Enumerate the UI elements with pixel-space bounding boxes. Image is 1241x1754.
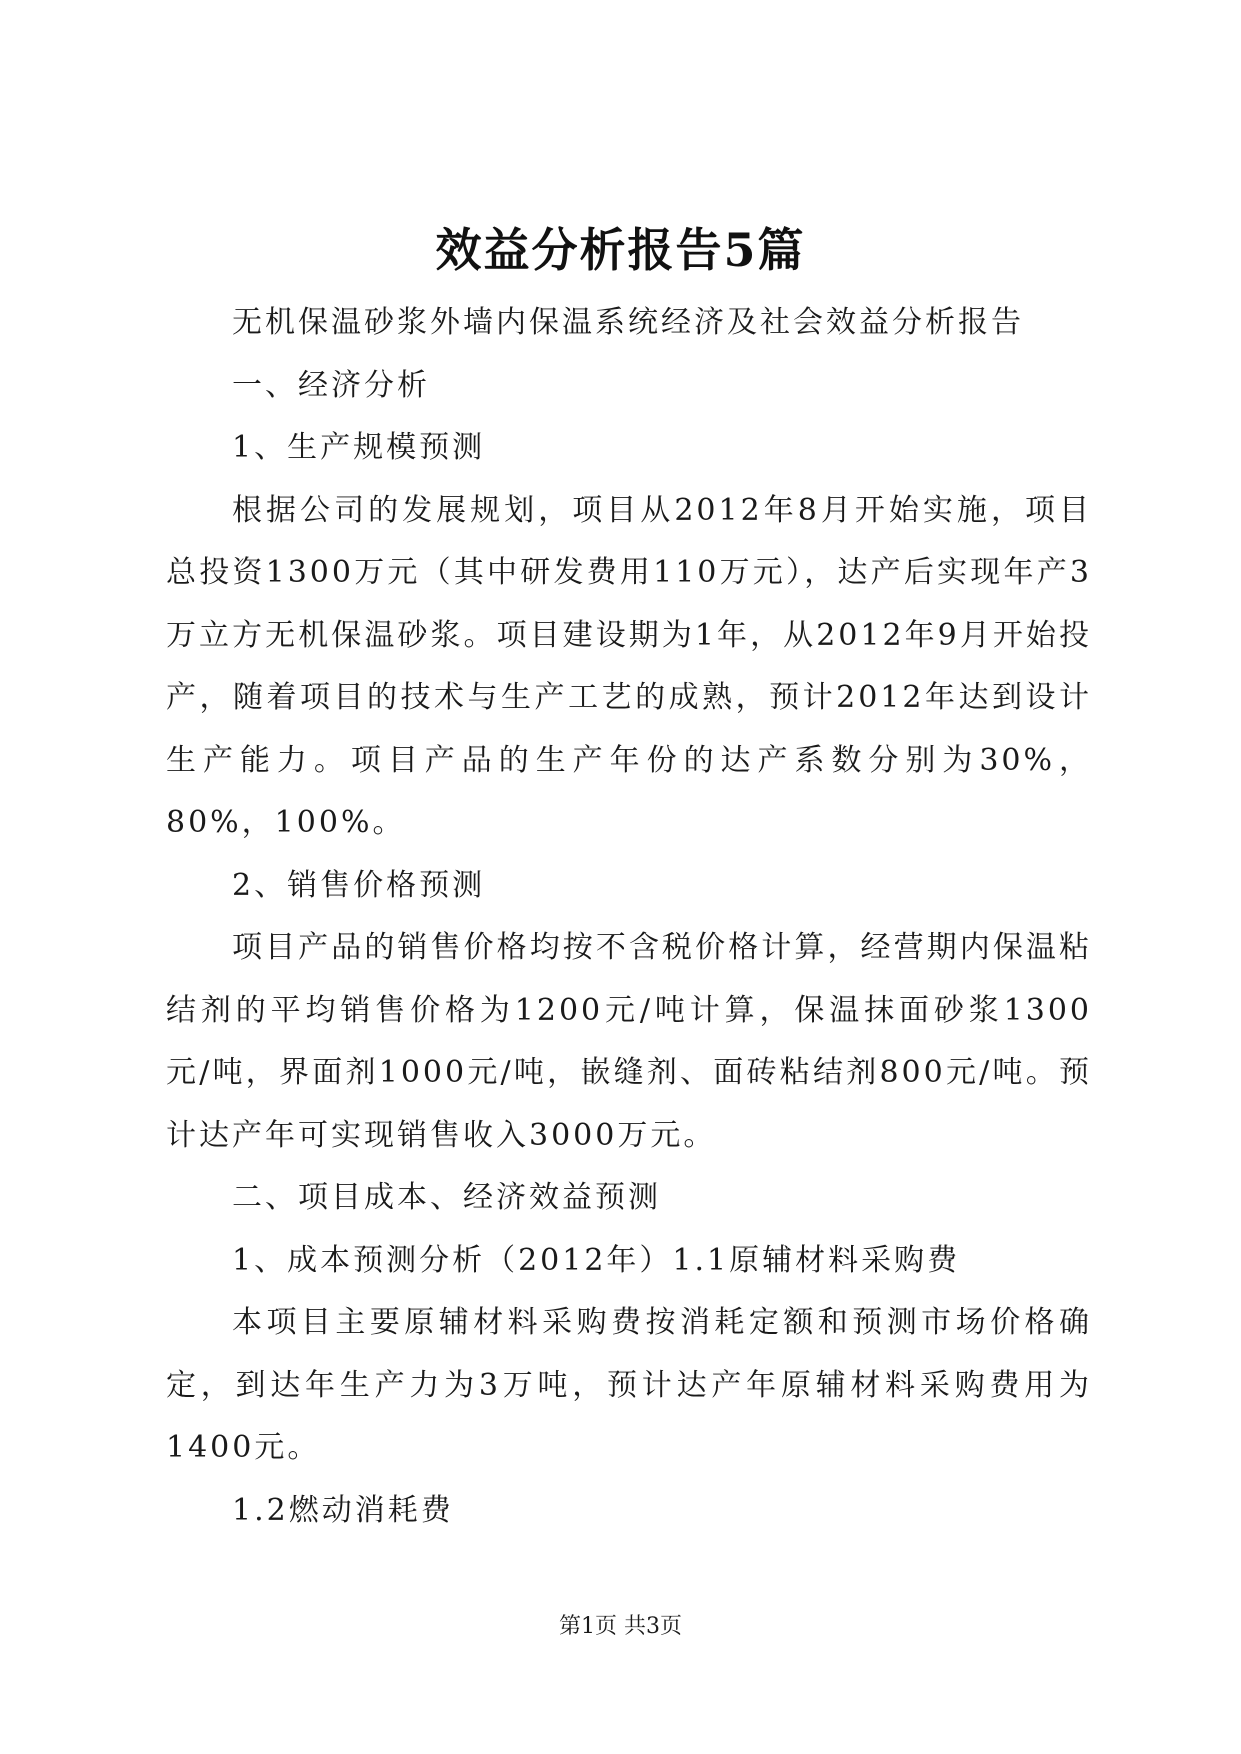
paragraph-sales-price: 项目产品的销售价格均按不含税价格计算，经营期内保温粘结剂的平均销售价格为1200元/吨计算，保温抹面砂浆1300元/吨，界面剂1000元/吨，嵌缝剂、面砖粘结剂800元/吨。预计达产年可实现销售收入3000万元。 — [166, 930, 1092, 1153]
paragraph-raw-material-cost: 本项目主要原辅材料采购费按消耗定额和预测市场价格确定，到达年生产力为3万吨，预计达产年原辅材料采购费用为1400元。 — [166, 1305, 1092, 1465]
subsection-heading-fuel-power: 1.2燃动消耗费 — [232, 1492, 454, 1528]
subtitle-paragraph: 无机保温砂浆外墙内保温系统经济及社会效益分析报告 — [232, 305, 1024, 340]
subsection-heading-sales-price: 2、销售价格预测 — [232, 867, 486, 903]
section-heading-economic-analysis: 一、经济分析 — [232, 367, 430, 403]
paragraph-production-scale: 根据公司的发展规划，项目从2012年8月开始实施，项目总投资1300万元（其中研发费用110万元），达产后实现年产3万立方无机保温砂浆。项目建设期为1年，从2012年9月开始投产，随着项目的技术与生产工艺的成熟，预计2012年达到设计生产能力。项目产品的生产年份的达产系数分别为30%，80%，100%。 — [166, 492, 1092, 840]
document-title: 效益分析报告5篇 — [435, 223, 806, 277]
page-footer: 第1页 共3页 — [559, 1614, 682, 1639]
section-heading-cost-benefit: 二、项目成本、经济效益预测 — [232, 1180, 661, 1215]
subsection-heading-production-scale: 1、生产规模预测 — [232, 430, 486, 465]
document-body — [166, 292, 1092, 1542]
subsection-heading-cost-forecast: 1、成本预测分析（2012年）1.1原辅材料采购费 — [232, 1242, 961, 1278]
